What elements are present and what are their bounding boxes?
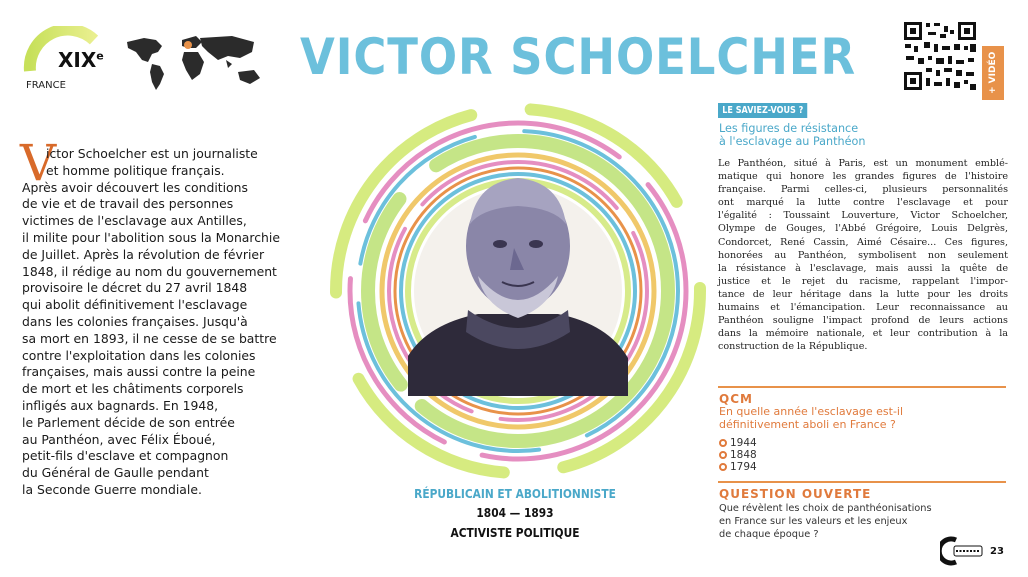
portrait-caption-dates: 1804 — 1893	[476, 505, 554, 520]
qcm-divider	[718, 386, 1006, 388]
sidebar-line: humains et l'émancipation. Leur reconnaissance au	[718, 302, 1008, 314]
sidebar-line: Panthéon souligne l'impact profond de leurs actions	[718, 315, 1008, 327]
biography-line: 1848, il rédige au nom du gouvernement	[22, 263, 277, 279]
sidebar-line: Olympe de Gouges, l'Abbé Grégoire, Louis Delgrès,	[718, 223, 1008, 235]
video-link-tag[interactable]: + VIDÉO	[982, 46, 1004, 100]
country-label: FRANCE	[26, 80, 66, 91]
sidebar-line: Le Panthéon, situé à Paris, est un monument emblé-	[718, 158, 1008, 169]
biography-line: sa mort en 1893, il ne cesse de se battre	[22, 330, 277, 346]
qcm-heading: QCM	[719, 392, 753, 406]
biography-line: de Juillet. Après la révolution de février	[22, 246, 265, 262]
biography-line: le Parlement décide de son entrée	[22, 414, 235, 430]
sidebar-body	[718, 157, 1008, 353]
qcm-question: En quelle année l'esclavage est-il définitivement aboli en France ?	[719, 405, 904, 431]
biography-line: provisoire le décret du 27 avril 1848	[22, 280, 248, 296]
sidebar-line: Condorcet, René Cassin, Aimé Césaire... Ces figures,	[718, 236, 1008, 248]
biography-line: il milite pour l'abolition sous la Monarchie	[22, 229, 280, 245]
biography-line: dans les colonies françaises. Jusqu'à	[22, 313, 248, 329]
qcm-option[interactable]: 1848	[719, 449, 757, 461]
sidebar-line: honorées au Panthéon, symbolisent non seulement	[718, 249, 1008, 261]
page-title: VICTOR SCHOELCHER	[300, 28, 857, 86]
biography-line: et homme politique français.	[46, 162, 225, 178]
biography-dropcap: V	[20, 134, 57, 192]
open-question-text: Que révèlent les choix de panthéonisations en France sur les valeurs et les enjeux de chaque époque ?	[719, 503, 932, 541]
biography-line: petit-fils d'esclave et compagnon	[22, 448, 229, 464]
biography-line: contre l'exploitation dans les colonies	[22, 347, 256, 363]
world-map-icon	[122, 30, 272, 94]
sidebar-subtitle: Les figures de résistance à l'esclavage au Panthéon	[719, 122, 866, 148]
portrait-illustration	[318, 96, 718, 486]
qcm-option[interactable]: 1794	[719, 461, 757, 473]
page-number: 23	[990, 546, 1004, 557]
biography-line: Après avoir découvert les conditions	[22, 179, 248, 195]
sidebar-line: construction de la République.	[718, 341, 868, 353]
sidebar-line: justice et le rejet du racisme, rappelant l'impor-	[718, 275, 1008, 287]
sidebar-line: dans la mémoire nationale, et leur contribution à la	[718, 328, 1008, 340]
biography-text	[22, 146, 312, 499]
biography-line: victimes de l'esclavage aux Antilles,	[22, 213, 247, 229]
biography-line: qui abolit définitivement l'esclavage	[22, 297, 248, 313]
open-question-divider	[718, 481, 1006, 483]
radio-icon[interactable]	[719, 463, 727, 471]
sidebar-line: tance de leur héritage dans la lutte pour les droits	[718, 288, 1008, 300]
sidebar-line: ont marqué la lutte contre l'esclavage et pour	[718, 197, 1008, 209]
open-question-heading: QUESTION OUVERTE	[719, 487, 872, 501]
portrait-caption-job: ACTIVISTE POLITIQUE	[450, 525, 580, 540]
qcm-option[interactable]: 1944	[719, 437, 757, 449]
sidebar-line: matique qui honore les grandes figures de l'histoire	[718, 171, 1008, 183]
publisher-logo-icon	[940, 536, 984, 566]
sidebar-line: la résistance à l'esclavage, mais aussi la quête de	[718, 262, 1008, 274]
biography-line: au Panthéon, avec Félix Éboué,	[22, 431, 216, 447]
did-you-know-badge: LE SAVIEZ-VOUS ?	[718, 103, 808, 118]
radio-icon[interactable]	[719, 451, 727, 459]
century-label: XIXe	[58, 48, 104, 72]
biography-line: ictor Schoelcher est un journaliste	[46, 146, 258, 161]
biography-line: françaises, mais aussi contre la peine	[22, 364, 256, 380]
sidebar-line: française. Parmi celles-ci, plusieurs personnalités	[718, 184, 1008, 196]
biography-line: de mort et les châtiments corporels	[22, 381, 244, 397]
biography-line: la Seconde Guerre mondiale.	[22, 481, 202, 497]
biography-line: infligés aux bagnards. En 1948,	[22, 397, 219, 413]
portrait-caption-role: RÉPUBLICAIN ET ABOLITIONNISTE	[414, 486, 616, 501]
biography-line: de vie et de travail des personnes	[22, 196, 234, 212]
qr-code-icon[interactable]	[902, 20, 978, 92]
radio-icon[interactable]	[719, 439, 727, 447]
biography-line: du Général de Gaulle pendant	[22, 465, 209, 481]
sidebar-line: l'égalité : Toussaint Louverture, Victor Schoelcher,	[718, 210, 1008, 222]
